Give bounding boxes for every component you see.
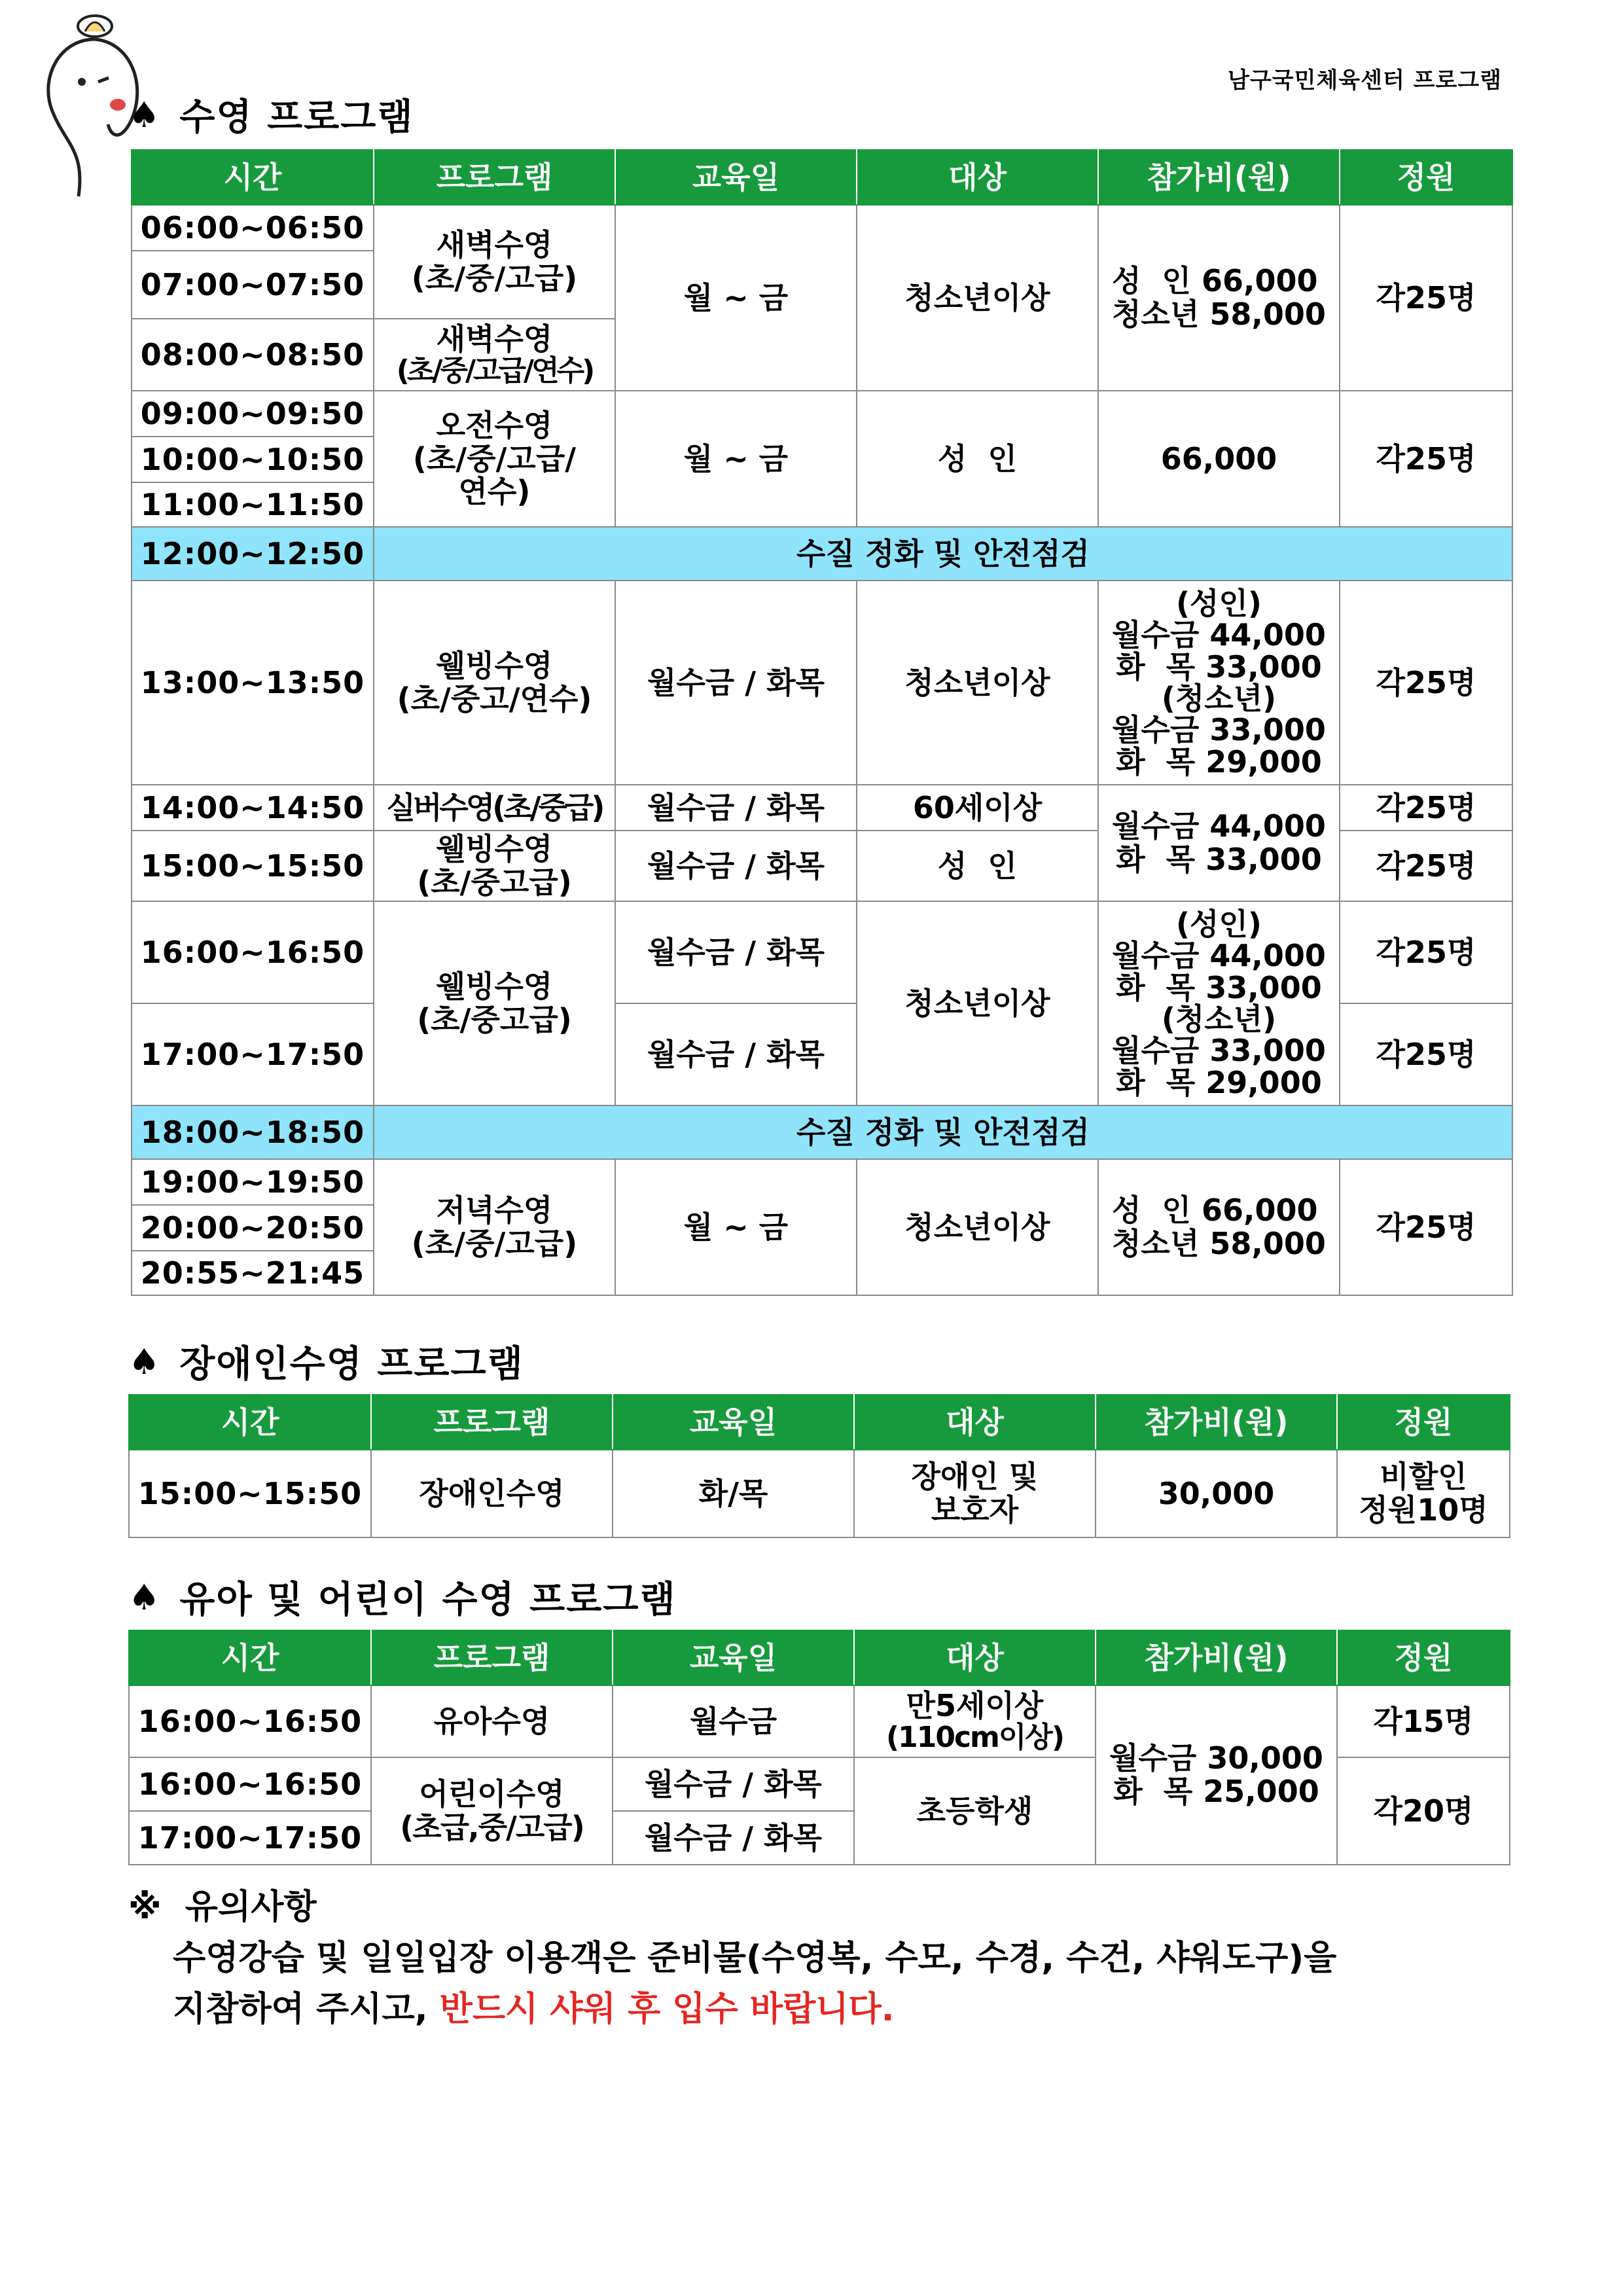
target-cell: 성 인 xyxy=(857,831,1098,901)
section-title-text: 유아 및 어린이 수영 프로그램 xyxy=(179,1579,677,1621)
target-line: 만5세이상 xyxy=(906,1687,1044,1723)
days-cell: 월수금 / 화목 xyxy=(615,831,857,901)
program-cell xyxy=(374,1159,615,1295)
fee-cell xyxy=(1098,205,1340,391)
time-cell: 10:00~10:50 xyxy=(132,437,374,482)
capacity-cell: 각15명 xyxy=(1337,1685,1510,1757)
time-cell: 06:00~06:50 xyxy=(132,205,374,251)
fee-group-label: (청소년) xyxy=(1161,1001,1277,1037)
capacity-line: 정원10명 xyxy=(1359,1492,1488,1528)
fee-line: 월수금 44,000 xyxy=(1112,808,1326,844)
header-capacity: 정원 xyxy=(1337,1395,1510,1450)
header-target: 대상 xyxy=(854,1395,1096,1450)
fee-line: 월수금 44,000 xyxy=(1112,938,1326,974)
capacity-cell: 각25명 xyxy=(1340,581,1512,785)
program-level: (초/중고급) xyxy=(417,1002,572,1037)
capacity-cell: 각25명 xyxy=(1340,785,1512,831)
table-row xyxy=(132,205,1512,251)
time-cell: 15:00~15:50 xyxy=(129,1450,371,1537)
capacity-cell: 각25명 xyxy=(1340,1003,1512,1105)
fee-group-label: (청소년) xyxy=(1161,681,1277,716)
kids-swimming-table xyxy=(128,1630,1510,1865)
target-cell: 초등학생 xyxy=(854,1757,1096,1865)
time-cell: 17:00~17:50 xyxy=(132,1003,374,1105)
target-cell: 청소년이상 xyxy=(857,1159,1098,1295)
section-title-text: 수영 프로그램 xyxy=(179,96,414,139)
program-name: 오전수영 xyxy=(436,408,553,444)
target-cell xyxy=(854,1685,1096,1757)
days-cell: 월수금 / 화목 xyxy=(615,901,857,1003)
fee-line: 화 목 29,000 xyxy=(1116,1064,1322,1100)
time-cell: 11:00~11:50 xyxy=(132,482,374,527)
program-cell xyxy=(371,1757,613,1865)
fee-line: 성 인 66,000 xyxy=(1112,263,1318,299)
table-row xyxy=(129,1685,1510,1757)
program-name: 웰빙수영 xyxy=(436,831,553,867)
fee-line: 월수금 33,000 xyxy=(1112,1033,1326,1069)
table-row xyxy=(132,391,1512,437)
fee-line: 월수금 44,000 xyxy=(1112,617,1326,653)
days-cell: 월수금 / 화목 xyxy=(615,785,857,831)
program-name: 새벽수영 xyxy=(436,227,553,263)
spade-icon: ♠ xyxy=(128,94,162,135)
notes-line xyxy=(128,1984,1336,2035)
fee-cell: 66,000 xyxy=(1098,391,1340,527)
header-time: 시간 xyxy=(132,150,374,205)
header-fee: 참가비(원) xyxy=(1098,150,1340,205)
program-name: 웰빙수영 xyxy=(436,648,553,684)
header-target: 대상 xyxy=(857,150,1098,205)
table-row xyxy=(132,785,1512,831)
fee-group-label: (성인) xyxy=(1176,906,1262,942)
program-name: 저녁수영 xyxy=(436,1193,553,1229)
time-cell: 09:00~09:50 xyxy=(132,391,374,437)
fee-line: 성 인 66,000 xyxy=(1112,1193,1318,1229)
program-cell xyxy=(374,205,615,319)
fee-cell xyxy=(1098,1159,1340,1295)
time-cell: 19:00~19:50 xyxy=(132,1159,374,1205)
fee-line: 화 목 33,000 xyxy=(1116,649,1322,685)
fee-cell xyxy=(1098,581,1340,785)
fee-group-label: (성인) xyxy=(1176,586,1262,622)
table-row xyxy=(132,901,1512,1003)
target-line: 보호자 xyxy=(931,1492,1019,1528)
days-cell: 월 ~ 금 xyxy=(615,1159,857,1295)
time-cell: 08:00~08:50 xyxy=(132,319,374,391)
program-level: 연수) xyxy=(458,474,531,510)
section-title-kids-swimming xyxy=(128,1571,677,1623)
table-row xyxy=(132,1159,1512,1205)
time-cell: 20:55~21:45 xyxy=(132,1251,374,1295)
program-level: (초/중/고급/연수) xyxy=(396,354,593,388)
days-cell: 월수금 / 화목 xyxy=(613,1811,854,1865)
target-line: (110cm이상) xyxy=(885,1721,1063,1755)
table-header-row xyxy=(132,150,1512,205)
header-fee: 참가비(원) xyxy=(1096,1630,1337,1685)
header-time: 시간 xyxy=(129,1630,371,1685)
table-header-row xyxy=(129,1630,1510,1685)
target-cell: 청소년이상 xyxy=(857,581,1098,785)
spade-icon: ♠ xyxy=(128,1576,162,1618)
header-days: 교육일 xyxy=(613,1630,854,1685)
fee-line: 월수금 33,000 xyxy=(1112,712,1326,748)
program-level: (초급,중/고급) xyxy=(400,1810,584,1845)
table-row xyxy=(132,527,1512,581)
center-name: 남구국민체육센터 프로그램 xyxy=(1228,67,1502,94)
notes-title: ※ 유의사항 xyxy=(128,1888,317,1927)
fee-line: 화 목 33,000 xyxy=(1116,842,1322,877)
header-capacity: 정원 xyxy=(1340,150,1512,205)
days-cell: 월수금 / 화목 xyxy=(615,581,857,785)
notes-line: 수영강습 및 일일입장 이용객은 준비물(수영복, 수모, 수경, 수건, 샤워도구)을 xyxy=(173,1939,1337,1978)
days-cell: 월 ~ 금 xyxy=(615,205,857,391)
target-cell: 성 인 xyxy=(857,391,1098,527)
time-cell: 16:00~16:50 xyxy=(132,901,374,1003)
header-time: 시간 xyxy=(129,1395,371,1450)
maintenance-notice: 수질 정화 및 안전점검 xyxy=(374,1105,1512,1159)
days-cell: 화/목 xyxy=(613,1450,854,1537)
program-level: (초/중/고급/ xyxy=(412,440,577,476)
table-row xyxy=(129,1450,1510,1537)
time-cell: 14:00~14:50 xyxy=(132,785,374,831)
target-cell: 청소년이상 xyxy=(857,205,1098,391)
table-row xyxy=(132,581,1512,785)
program-cell xyxy=(374,831,615,901)
target-cell xyxy=(854,1450,1096,1537)
program-cell: 장애인수영 xyxy=(371,1450,613,1537)
fee-cell: 30,000 xyxy=(1096,1450,1337,1537)
time-cell: 18:00~18:50 xyxy=(132,1105,374,1159)
fee-line: 화 목 29,000 xyxy=(1116,744,1322,780)
program-level: (초/중/고급) xyxy=(411,1226,578,1261)
section-title-text: 장애인수영 프로그램 xyxy=(179,1343,524,1386)
program-cell xyxy=(374,319,615,391)
days-cell: 월수금 / 화목 xyxy=(613,1757,854,1811)
header-fee: 참가비(원) xyxy=(1096,1395,1337,1450)
header-program: 프로그램 xyxy=(371,1395,613,1450)
header-program: 프로그램 xyxy=(374,150,615,205)
disabled-swimming-table xyxy=(128,1394,1510,1538)
fee-line: 화 목 25,000 xyxy=(1113,1774,1319,1809)
fee-cell xyxy=(1098,901,1340,1105)
time-cell: 16:00~16:50 xyxy=(129,1685,371,1757)
section-title-swimming xyxy=(128,88,414,141)
time-cell: 16:00~16:50 xyxy=(129,1757,371,1811)
capacity-cell: 각25명 xyxy=(1340,1159,1512,1295)
header-days: 교육일 xyxy=(613,1395,854,1450)
program-cell xyxy=(374,581,615,785)
fee-line: 청소년 58,000 xyxy=(1112,296,1326,332)
notes-section xyxy=(128,1882,1336,2035)
days-cell: 월수금 xyxy=(613,1685,854,1757)
header-days: 교육일 xyxy=(615,150,857,205)
target-line: 장애인 및 xyxy=(911,1459,1039,1495)
time-cell: 15:00~15:50 xyxy=(132,831,374,901)
fee-cell xyxy=(1098,785,1340,901)
time-cell: 12:00~12:50 xyxy=(132,527,374,581)
program-cell xyxy=(374,391,615,527)
capacity-cell: 각25명 xyxy=(1340,831,1512,901)
section-title-disabled-swimming xyxy=(128,1335,524,1388)
time-cell: 17:00~17:50 xyxy=(129,1811,371,1865)
header-capacity: 정원 xyxy=(1337,1630,1510,1685)
fee-cell xyxy=(1096,1685,1337,1865)
table-header-row xyxy=(129,1395,1510,1450)
capacity-cell: 각25명 xyxy=(1340,391,1512,527)
program-name: 웰빙수영 xyxy=(436,969,553,1005)
capacity-cell: 각25명 xyxy=(1340,901,1512,1003)
capacity-line: 비할인 xyxy=(1380,1459,1467,1495)
program-name: 새벽수영 xyxy=(436,321,553,357)
header-target: 대상 xyxy=(854,1630,1096,1685)
time-cell: 13:00~13:50 xyxy=(132,581,374,785)
program-cell: 유아수영 xyxy=(371,1685,613,1757)
capacity-cell: 각20명 xyxy=(1337,1757,1510,1865)
fee-line: 청소년 58,000 xyxy=(1112,1226,1326,1261)
program-name: 어린이수영 xyxy=(419,1776,565,1812)
notes-text: 지참하여 주시고, xyxy=(173,1990,440,2029)
program-level: (초/중/고급) xyxy=(411,260,578,296)
program-cell: 실버수영(초/중급) xyxy=(374,785,615,831)
program-cell xyxy=(374,901,615,1105)
capacity-cell xyxy=(1337,1450,1510,1537)
maintenance-notice: 수질 정화 및 안전점검 xyxy=(374,527,1512,581)
program-level: (초/중고/연수) xyxy=(397,681,592,717)
notes-warning: 반드시 샤워 후 입수 바랍니다. xyxy=(439,1990,895,2029)
fee-line: 화 목 33,000 xyxy=(1116,969,1322,1005)
time-cell: 20:00~20:50 xyxy=(132,1205,374,1251)
program-level: (초/중고급) xyxy=(417,865,572,900)
fee-line: 월수금 30,000 xyxy=(1109,1740,1323,1776)
target-cell: 청소년이상 xyxy=(857,901,1098,1105)
capacity-cell: 각25명 xyxy=(1340,205,1512,391)
spade-icon: ♠ xyxy=(128,1340,162,1382)
header-program: 프로그램 xyxy=(371,1630,613,1685)
target-cell: 60세이상 xyxy=(857,785,1098,831)
time-cell: 07:00~07:50 xyxy=(132,251,374,319)
days-cell: 월 ~ 금 xyxy=(615,391,857,527)
swimming-program-table xyxy=(131,149,1513,1296)
days-cell: 월수금 / 화목 xyxy=(615,1003,857,1105)
table-row xyxy=(132,1105,1512,1159)
